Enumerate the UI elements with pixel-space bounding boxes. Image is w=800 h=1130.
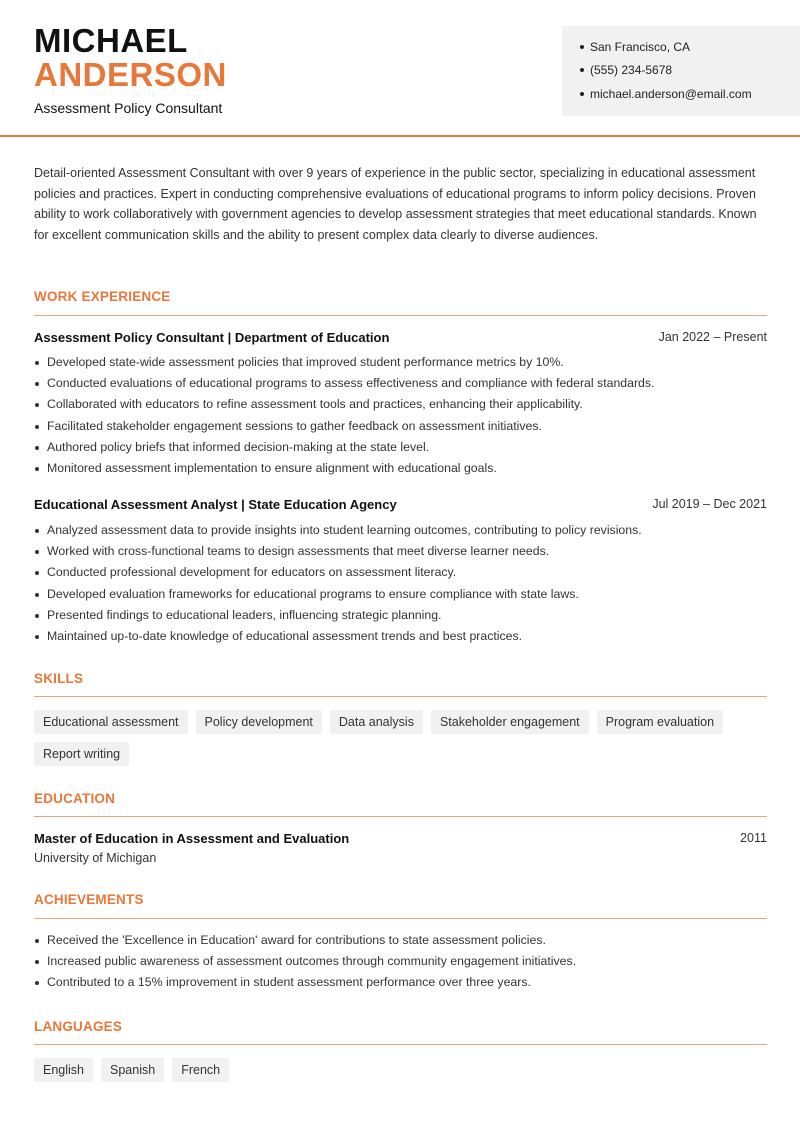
section-title-skills: SKILLS (34, 671, 84, 686)
contact-email (580, 87, 752, 101)
language-chip: French (172, 1058, 229, 1082)
section-title-work: WORK EXPERIENCE (34, 289, 171, 304)
skill-chip: Data analysis (330, 710, 423, 734)
list-item: Authored policy briefs that informed decision-making at the state level. (34, 437, 768, 458)
skill-chip: Stakeholder engagement (431, 710, 589, 734)
list-item: Worked with cross-functional teams to design assessments that meet diverse learner needs. (34, 541, 768, 562)
language-chip: English (34, 1058, 93, 1082)
list-item: Presented findings to educational leaders, influencing strategic planning. (34, 605, 768, 626)
section-divider (34, 816, 767, 817)
list-item: Monitored assessment implementation to ensure alignment with educational goals. (34, 458, 768, 479)
contact-phone (580, 63, 672, 77)
job-2-heading: Educational Assessment Analyst | State Education Agency (34, 497, 397, 512)
contact-location (580, 40, 690, 54)
first-name: MICHAEL (34, 22, 188, 59)
list-item: Facilitated stakeholder engagement sessions to gather feedback on assessment initiatives. (34, 416, 768, 437)
bullet-dot-icon (580, 68, 584, 72)
education-year: 2011 (740, 831, 767, 845)
job-1-dates: Jan 2022 – Present (658, 330, 767, 344)
skill-chip: Educational assessment (34, 710, 188, 734)
list-item: Conducted professional development for educators on assessment literacy. (34, 562, 768, 583)
education-degree: Master of Education in Assessment and Evaluation (34, 831, 350, 846)
list-item: Maintained up-to-date knowledge of educational assessment trends and best practices. (34, 626, 768, 647)
professional-summary: Detail-oriented Assessment Consultant with over 9 years of experience in the public sector, specializing in educational assessment policies and practices. Expert in conducting comprehensive evaluations of educational programs to inform policy decisions. Proven ability to work collaboratively with government agencies to develop assessment strategies that meet educational standards. Known for excellent communication skills and the ability to present complex data clearly to diverse audiences. (34, 166, 757, 242)
section-divider (34, 315, 767, 316)
section-title-languages: LANGUAGES (34, 1019, 123, 1034)
list-item: Increased public awareness of assessment outcomes through community engagement initiatives. (34, 951, 768, 972)
section-title-education: EDUCATION (34, 791, 116, 806)
section-divider (34, 696, 767, 697)
job-title: Assessment Policy Consultant (34, 100, 223, 116)
resume-header (0, 0, 800, 137)
skill-chip: Report writing (34, 742, 129, 766)
job-1-bullets (34, 352, 768, 479)
skill-chip: Policy development (196, 710, 322, 734)
bullet-dot-icon (580, 92, 584, 96)
bullet-dot-icon (580, 45, 584, 49)
list-item: Collaborated with educators to refine assessment tools and practices, enhancing their applicability. (34, 394, 768, 415)
contact-phone-text: (555) 234-5678 (590, 63, 673, 77)
section-divider (34, 918, 767, 919)
job-2-bullets (34, 520, 768, 647)
contact-email-text: michael.anderson@email.com (590, 87, 752, 101)
list-item: Analyzed assessment data to provide insights into student learning outcomes, contributing to policy revisions. (34, 520, 768, 541)
job-2-dates: Jul 2019 – Dec 2021 (652, 497, 767, 511)
list-item: Developed state-wide assessment policies that improved student performance metrics by 10%. (34, 352, 768, 373)
contact-location-text: San Francisco, CA (590, 40, 691, 54)
languages-list (34, 1058, 768, 1082)
list-item: Contributed to a 15% improvement in student assessment performance over three years. (34, 972, 768, 993)
language-chip: Spanish (101, 1058, 164, 1082)
skill-chip: Program evaluation (597, 710, 723, 734)
section-divider (34, 1044, 767, 1045)
last-name: ANDERSON (34, 56, 227, 93)
list-item: Conducted evaluations of educational programs to assess effectiveness and compliance with federal standards. (34, 373, 768, 394)
education-school: University of Michigan (34, 851, 157, 865)
contact-box (562, 26, 800, 116)
list-item: Received the 'Excellence in Education' award for contributions to state assessment policies. (34, 930, 768, 951)
section-title-achievements: ACHIEVEMENTS (34, 892, 144, 907)
job-1-heading: Assessment Policy Consultant | Department of Education (34, 330, 390, 345)
achievements-list (34, 930, 768, 994)
skills-list (34, 710, 768, 766)
list-item: Developed evaluation frameworks for educational programs to ensure compliance with state laws. (34, 584, 768, 605)
